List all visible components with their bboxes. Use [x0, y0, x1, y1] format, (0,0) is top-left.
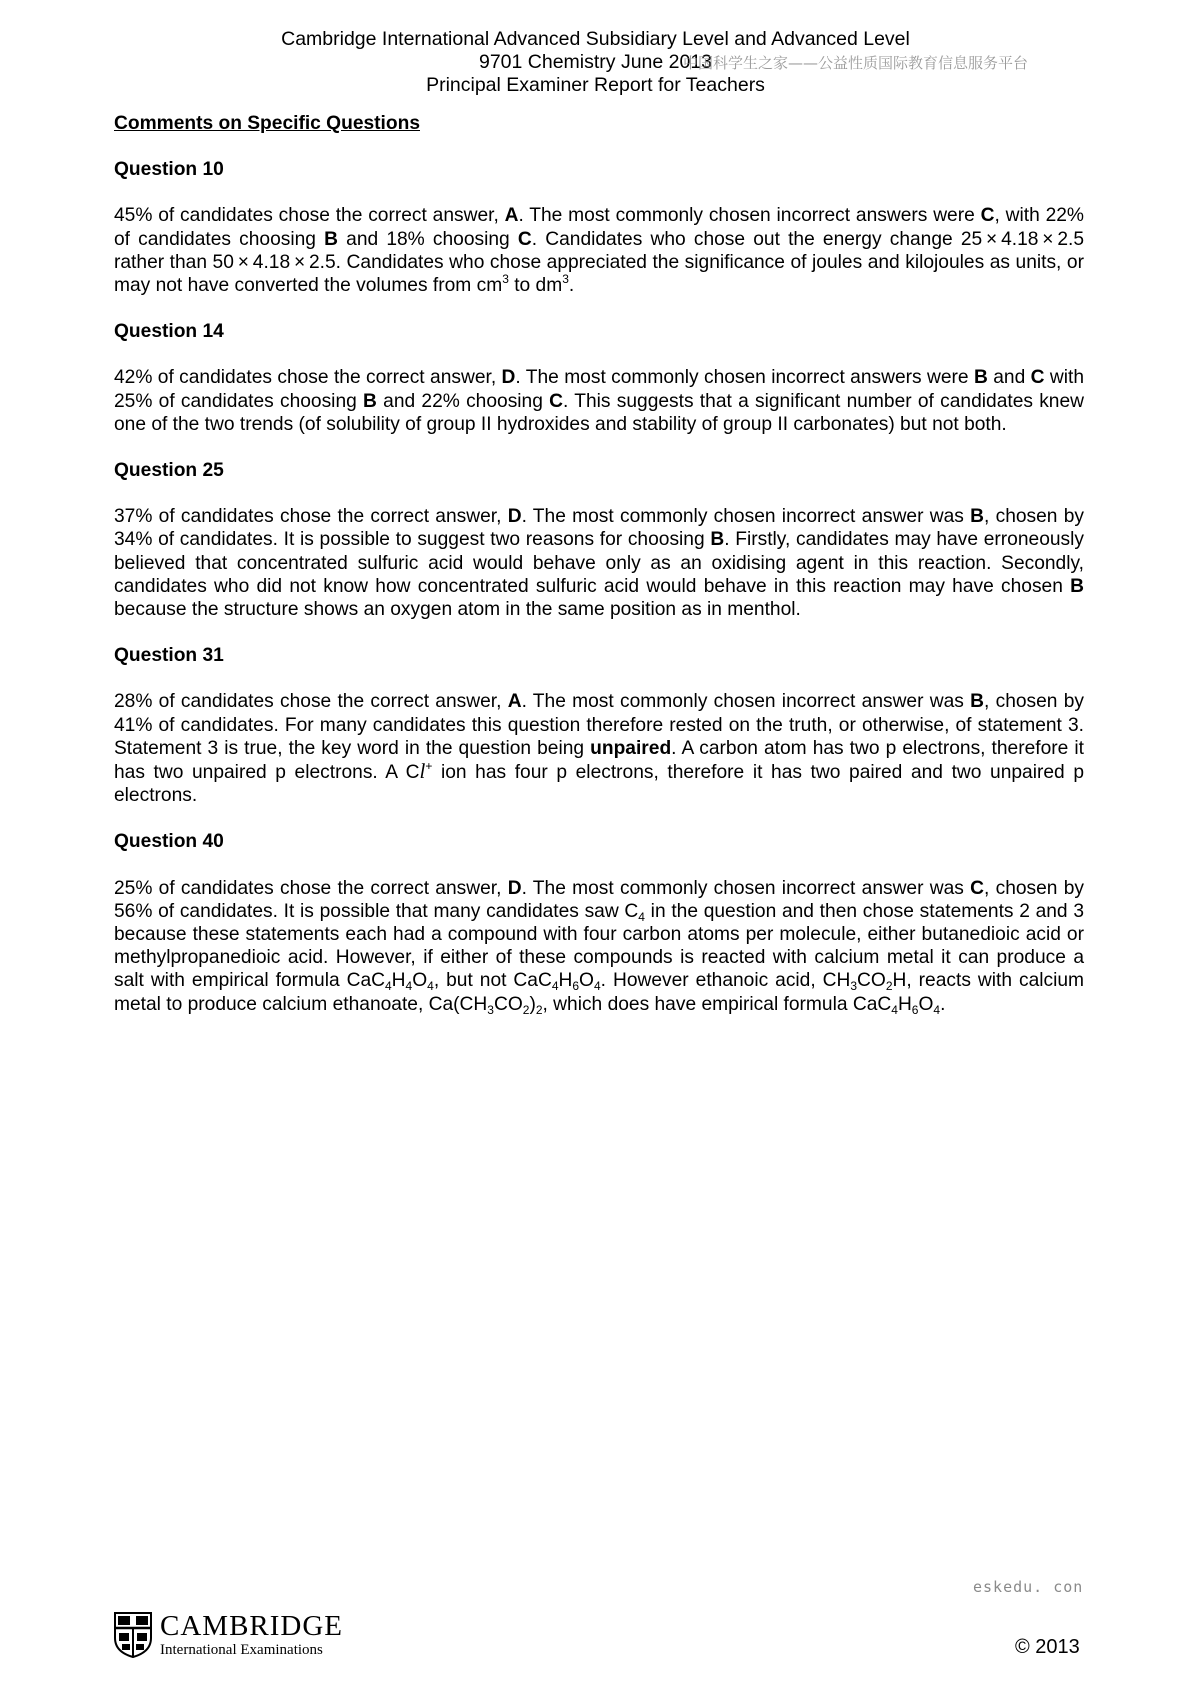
question-31-comment: 28% of candidates chose the correct answer, A. The most commonly chosen incorrect answer was B, chosen by 41% of candidates. For many candidates this question therefore rested on the truth, or otherwise, of statement 3. Statement 3 is true, the key word in the question being unpaired. A carbon atom has two p electrons, therefore it has two unpaired p electrons. A Cl+ ion has four p electrons, therefore it has two paired and two unpaired p electrons. — [114, 691, 1085, 807]
cambridge-shield-icon — [114, 1612, 152, 1658]
question-10-heading: Question 10 — [114, 159, 224, 181]
logo-name: CAMBRIDGE — [160, 1610, 344, 1642]
header-line-3: Principal Examiner Report for Teachers — [426, 74, 765, 96]
section-title: Comments on Specific Questions — [114, 113, 420, 134]
question-14-comment: 42% of candidates chose the correct answer, D. The most commonly chosen incorrect answers were B and C with 25% of candidates choosing B and 22% choosing C. This suggests that a significant number of candidates knew one of the two trends (of solubility of group II hydroxides and stability of group II carbonates) but not both. — [114, 367, 1085, 435]
question-10-comment: 45% of candidates chose the correct answer, A. The most commonly chosen incorrect answers were C, with 22% of candidates choosing B and 18% choosing C. Candidates who chose out the energy change 25 × 4.18 × 2.5 rather than 50 × 4.18 × 2.5. Candidates who chose appreciated the significance of joules and kilojoules as units, or may not have converted the volumes from $cm^3$ to $dm^3$. — [114, 205, 1084, 297]
website-mark: eskedu. con — [973, 1578, 1084, 1596]
copyright: © 2013 — [1015, 1636, 1080, 1658]
watermark-text: 中国科学生之家——公益性质国际教育信息服务平台 — [683, 54, 1029, 72]
question-40-comment: 25% of candidates chose the correct answer, D. The most commonly chosen incorrect answer was C, chosen by 56% of candidates. It is possible that many candidates saw $C_4$ in the question and then chose statements 2 and 3 because these statements each had a compound with four carbon atoms per molecule, either butanedioic acid or methylpropanedioic acid. However, if either of these compounds is reacted with calcium metal it can produce a salt with empirical formula $CaC_4H_4O_4$, but not $CaC_4H_6O_4$. However ethanoic acid, $CH_3CO_2H$, reacts with calcium metal to produce calcium ethanoate, $Ca(CH_3CO_2)_2$, which does have empirical formula $CaC_4H_6O_4$. — [114, 877, 1085, 1017]
question-25-heading: Question 25 — [114, 460, 224, 482]
report-body — [114, 112, 1084, 1039]
question-25-comment: 37% of candidates chose the correct answer, D. The most commonly chosen incorrect answer was B, chosen by 34% of candidates. It is possible to suggest two reasons for choosing B. Firstly, candidates may have erroneously believed that concentrated sulfuric acid would behave only as an oxidising agent in this reaction. Secondly, candidates who did not know how concentrated sulfuric acid would behave in this reaction may have chosen B because the structure shows an oxygen atom in the same position as in menthol. — [114, 506, 1085, 621]
logo-subtitle: International Examinations — [160, 1642, 323, 1658]
cambridge-logo — [114, 1612, 354, 1662]
question-40-heading: Question 40 — [114, 831, 224, 853]
question-14-heading: Question 14 — [114, 321, 224, 343]
header-line-2: 9701 Chemistry June 2013 — [478, 51, 713, 73]
question-31-heading: Question 31 — [114, 645, 224, 667]
header-line-1: Cambridge International Advanced Subsidiary Level and Advanced Level — [281, 28, 910, 50]
